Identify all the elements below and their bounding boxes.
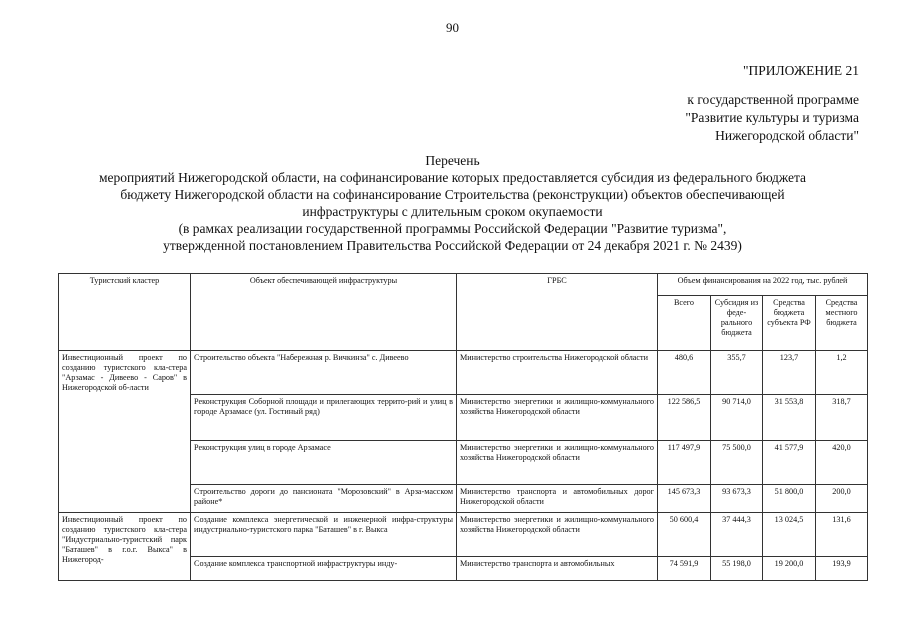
object-cell: Строительство объекта "Набережная р. Вичкинза" с. Дивеево bbox=[191, 351, 457, 395]
regional-cell: 13 024,5 bbox=[763, 513, 816, 557]
local-cell: 1,2 bbox=[816, 351, 868, 395]
grbs-cell: Министерство транспорта и автомобильных bbox=[457, 557, 658, 581]
table-row bbox=[59, 351, 868, 395]
grbs-cell: Министерство строительства Нижегородской области bbox=[457, 351, 658, 395]
title-line: (в рамках реализации государственной программы Российской Федерации "Развитие туризма", bbox=[178, 221, 727, 236]
regional-cell: 31 553,8 bbox=[763, 395, 816, 441]
regional-cell: 41 577,9 bbox=[763, 441, 816, 485]
table-row bbox=[59, 513, 868, 557]
local-cell: 193,9 bbox=[816, 557, 868, 581]
grbs-cell: Министерство энергетики и жилищно-коммунального хозяйства Нижегородской области bbox=[457, 441, 658, 485]
header-grbs: ГРБС bbox=[457, 274, 658, 351]
local-cell: 318,7 bbox=[816, 395, 868, 441]
local-cell: 420,0 bbox=[816, 441, 868, 485]
grbs-cell: Министерство энергетики и жилищно-коммунального хозяйства Нижегородской области bbox=[457, 513, 658, 557]
cluster-cell: Инвестиционный проект по созданию туристского кла-стера "Индустриально-туристский парк "Баташев" в г.о.г. Выкса" в Нижегород- bbox=[59, 513, 191, 581]
header-funding: Объем финансирования на 2022 год, тыс. рублей bbox=[658, 274, 868, 296]
header-local: Средства местного бюджета bbox=[816, 296, 868, 351]
page-number: 90 bbox=[446, 20, 459, 35]
title-line: мероприятий Нижегородской области, на софинансирование которых предоставляется субсидия из федерального бюджета bbox=[98, 170, 807, 185]
total-cell: 480,6 bbox=[658, 351, 711, 395]
regional-cell: 51 800,0 bbox=[763, 485, 816, 513]
grbs-cell: Министерство транспорта и автомобильных дорог Нижегородской области bbox=[457, 485, 658, 513]
object-cell: Реконструкция Соборной площади и прилегающих террито-рий и улиц в городе Арзамасе (ул. Гостиный ряд) bbox=[191, 395, 457, 441]
object-cell: Создание комплекса транспортной инфраструктуры инду- bbox=[191, 557, 457, 581]
total-cell: 117 497,9 bbox=[658, 441, 711, 485]
title-line: инфраструктуры с длительным сроком окупаемости bbox=[302, 204, 603, 219]
federal-cell: 90 714,0 bbox=[711, 395, 763, 441]
federal-cell: 75 500,0 bbox=[711, 441, 763, 485]
document-title bbox=[40, 152, 865, 254]
appendix-line: Нижегородской области" bbox=[715, 128, 859, 143]
local-cell: 200,0 bbox=[816, 485, 868, 513]
header-federal: Субсидия из феде-рального бюджета bbox=[711, 296, 763, 351]
grbs-cell: Министерство энергетики и жилищно-коммунального хозяйства Нижегородской области bbox=[457, 395, 658, 441]
federal-cell: 55 198,0 bbox=[711, 557, 763, 581]
title-line: утвержденной постановлением Правительства Российской Федерации от 24 декабря 2021 г. № 2439) bbox=[163, 238, 742, 253]
appendix-line: к государственной программе bbox=[687, 92, 859, 107]
object-cell: Реконструкция улиц в городе Арзамасе bbox=[191, 441, 457, 485]
local-cell: 131,6 bbox=[816, 513, 868, 557]
appendix-title: "ПРИЛОЖЕНИЕ 21 bbox=[742, 63, 859, 78]
appendix-block bbox=[685, 62, 859, 145]
header-cluster: Туристский кластер bbox=[59, 274, 191, 351]
cluster-cell: Инвестиционный проект по созданию туристского кла-стера "Арзамас - Дивеево - Саров" в Нижегородской об-ласти bbox=[59, 351, 191, 513]
object-cell: Строительство дороги до пансионата "Морозовский" в Арза-масском районе* bbox=[191, 485, 457, 513]
total-cell: 145 673,3 bbox=[658, 485, 711, 513]
funding-table bbox=[58, 273, 868, 581]
header-total: Всего bbox=[658, 296, 711, 351]
federal-cell: 355,7 bbox=[711, 351, 763, 395]
title-line: бюджету Нижегородской области на софинансирование Строительства (реконструкции) объектов обеспечивающей bbox=[120, 187, 785, 202]
total-cell: 50 600,4 bbox=[658, 513, 711, 557]
federal-cell: 93 673,3 bbox=[711, 485, 763, 513]
federal-cell: 37 444,3 bbox=[711, 513, 763, 557]
header-regional: Средства бюджета субъекта РФ bbox=[763, 296, 816, 351]
total-cell: 122 586,5 bbox=[658, 395, 711, 441]
appendix-line: "Развитие культуры и туризма bbox=[685, 110, 859, 125]
regional-cell: 19 200,0 bbox=[763, 557, 816, 581]
regional-cell: 123,7 bbox=[763, 351, 816, 395]
total-cell: 74 591,9 bbox=[658, 557, 711, 581]
title-line: Перечень bbox=[425, 153, 480, 168]
header-object: Объект обеспечивающей инфраструктуры bbox=[191, 274, 457, 351]
object-cell: Создание комплекса энергетической и инженерной инфра-структуры индустриально-туристского парка "Баташев" в г. Выкса bbox=[191, 513, 457, 557]
